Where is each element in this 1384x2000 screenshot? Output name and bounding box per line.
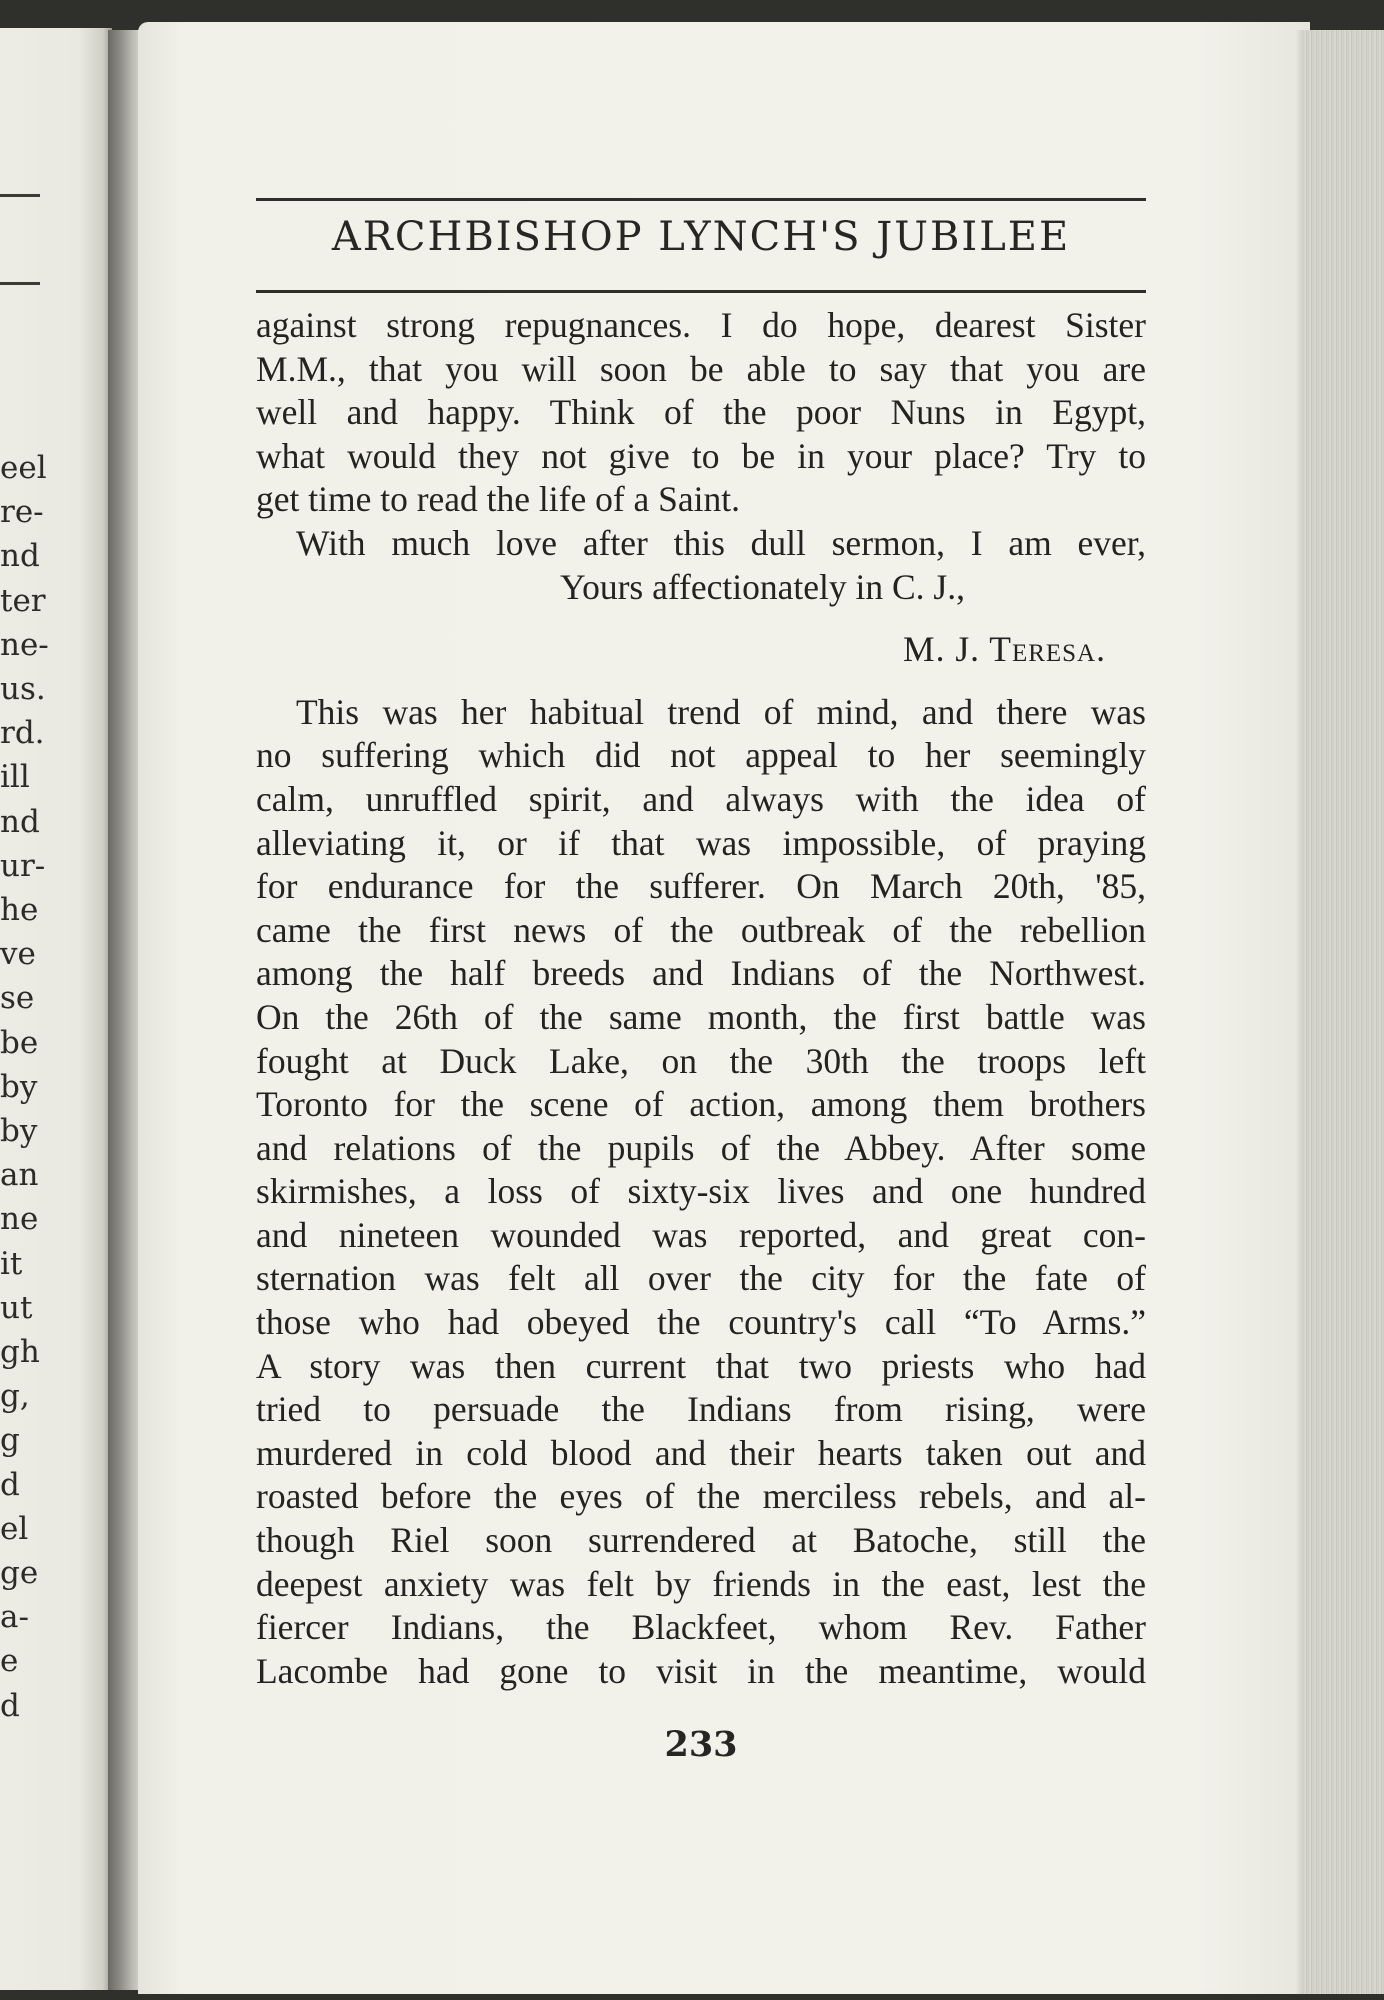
left-page-fragment: rd. [0, 715, 45, 752]
body-line: This was her habitual trend of mind, and there was [296, 691, 1146, 732]
left-page-fragment: ter [0, 582, 46, 619]
left-page-rule-top [0, 194, 40, 197]
body-line: murdered in cold blood and their hearts taken out and [256, 1432, 1146, 1473]
letter-line: well and happy. Think of the poor Nuns in Egypt, [256, 392, 1146, 433]
left-page-fragment: ge [0, 1555, 39, 1591]
left-page-fragment: nd [0, 538, 40, 575]
left-page-fragment: ve [0, 936, 36, 973]
body-line: though Riel soon surrendered at Batoche, still the [256, 1520, 1146, 1561]
left-page-fragment: d [0, 1466, 20, 1503]
left-page-fragment: ut [0, 1289, 33, 1326]
body-paragraph [256, 691, 1146, 1694]
letter-excerpt [256, 304, 1146, 672]
body-line: roasted before the eyes of the merciless rebels, and al- [256, 1476, 1146, 1517]
header-top-rule [256, 198, 1146, 201]
header-bottom-rule [256, 290, 1146, 293]
letter-signature: M. J. Teresa. [903, 629, 1106, 670]
body-line: and nineteen wounded was reported, and great con- [256, 1214, 1146, 1255]
left-page-fragment: se [0, 980, 35, 1017]
left-page-fragment: el [0, 1510, 29, 1547]
body-line: those who had obeyed the country's call “To Arms.” [256, 1302, 1146, 1343]
letter-line: against strong repugnances. I do hope, dearest Sister [256, 305, 1146, 345]
left-page-fragment: us. [0, 671, 46, 707]
page-text [256, 304, 1146, 1693]
left-page-fragment: d [0, 1687, 20, 1724]
body-line: sternation was felt all over the city for the fate of [256, 1258, 1146, 1299]
body-line: and relations of the pupils of the Abbey. After some [256, 1127, 1146, 1168]
body-line: On the 26th of the same month, the first battle was [256, 996, 1146, 1037]
left-page-fragment: eel [0, 450, 47, 486]
body-line: Toronto for the scene of action, among them brothers [256, 1084, 1146, 1125]
page-number: 233 [664, 1724, 738, 1765]
body-line: tried to persuade the Indians from rising, were [256, 1389, 1146, 1430]
left-page-fragment: he [0, 892, 39, 928]
left-page-fragment: e [0, 1643, 19, 1680]
letter-line: what would they not give to be in your place? Try to [256, 435, 1146, 476]
left-facing-page [0, 28, 112, 1990]
page-edges [1302, 30, 1384, 1994]
left-page-fragment: g [0, 1422, 20, 1459]
body-line: A story was then current that two priests who had [256, 1345, 1146, 1386]
body-line: no suffering which did not appeal to her seemingly [256, 735, 1146, 776]
left-page-fragment: ur- [0, 847, 46, 884]
left-page-fragment: gh [0, 1334, 40, 1370]
letter-line: M.M., that you will soon be able to say that you are [256, 348, 1146, 389]
left-page-fragment: it [0, 1245, 23, 1282]
left-page-fragment: by [0, 1113, 38, 1149]
body-line: alleviating it, or if that was impossible, of praying [256, 822, 1146, 863]
left-page-fragment: an [0, 1157, 39, 1194]
left-page-fragment: be [0, 1024, 39, 1061]
left-page-fragment: re- [0, 494, 44, 531]
closing-line: With much love after this dull sermon, I am ever, [296, 522, 1146, 563]
left-page-fragment: g, [0, 1378, 30, 1415]
body-line: fiercer Indians, the Blackfeet, whom Rev. Father [256, 1607, 1146, 1648]
left-page-fragment: ne- [0, 626, 49, 663]
body-line: Lacombe had gone to visit in the meantime, would [256, 1650, 1146, 1691]
closing-valediction: Yours affectionately in C. J., [560, 566, 965, 607]
running-head: ARCHBISHOP LYNCH'S JUBILEE [331, 214, 1071, 260]
book-gutter [108, 30, 142, 1990]
left-page-fragment: by [0, 1068, 38, 1105]
paragraph-gap [256, 672, 1146, 691]
body-line: skirmishes, a loss of sixty-six lives and one hundred [256, 1171, 1146, 1212]
body-line: calm, unruffled spirit, and always with the idea of [256, 778, 1146, 819]
body-line: among the half breeds and Indians of the Northwest. [256, 953, 1146, 994]
left-page-rule-bottom [0, 282, 40, 285]
body-line: fought at Duck Lake, on the 30th the troops left [256, 1040, 1146, 1081]
body-line: for endurance for the sufferer. On March 20th, '85, [256, 866, 1146, 907]
left-page-fragment: nd [0, 803, 40, 840]
letter-line: get time to read the life of a Saint. [256, 479, 741, 520]
body-line: deepest anxiety was felt by friends in the east, lest the [256, 1563, 1146, 1604]
left-page-fragment: a- [0, 1599, 29, 1636]
body-line: came the first news of the outbreak of the rebellion [256, 909, 1146, 950]
left-page-fragment: ill [0, 759, 30, 796]
left-page-fragment: ne [0, 1201, 39, 1238]
